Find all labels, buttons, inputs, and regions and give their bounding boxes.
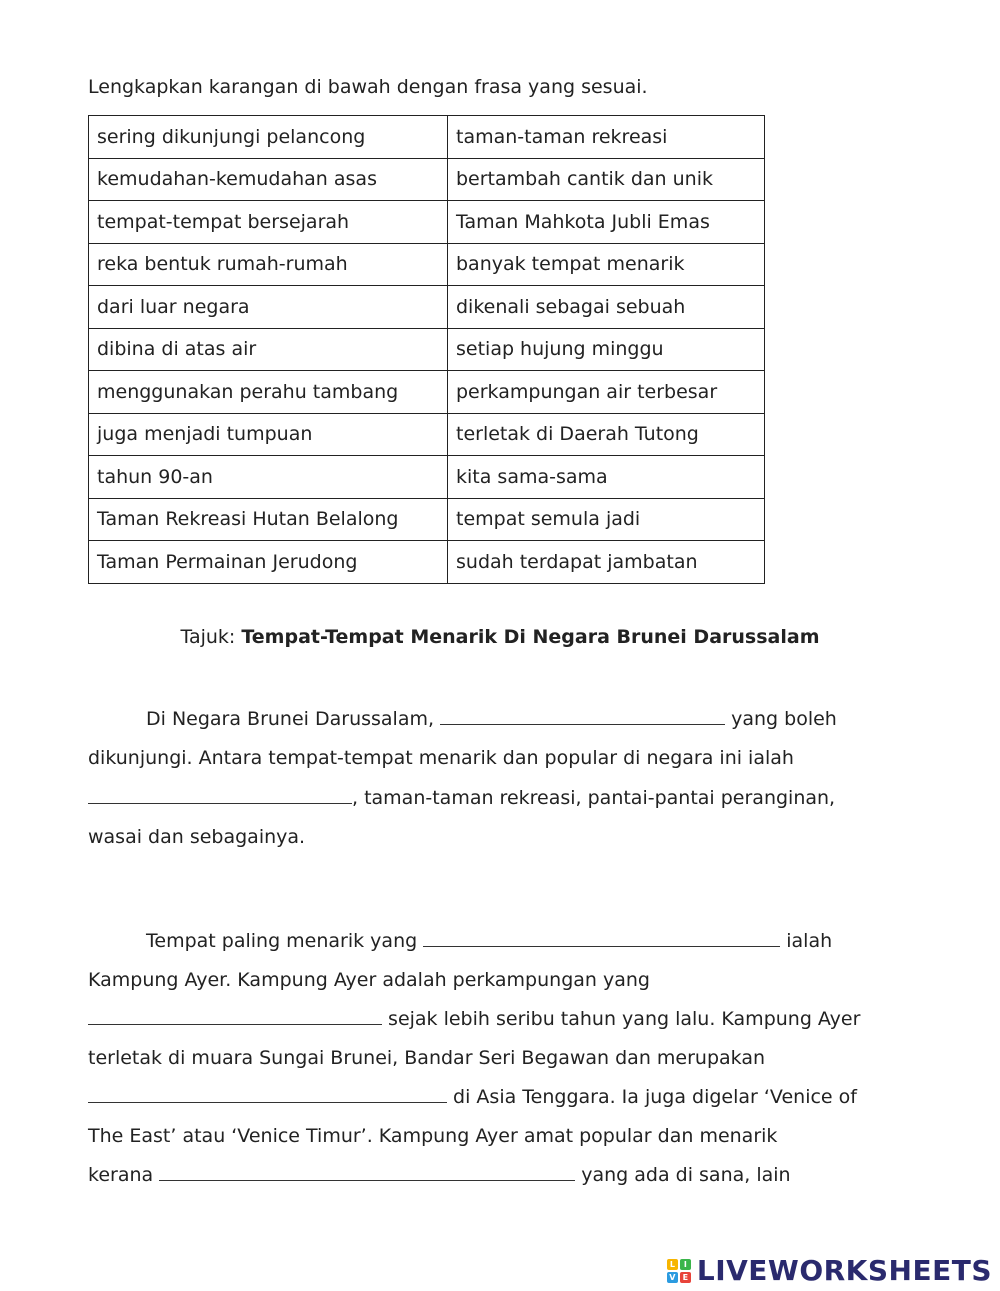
phrase-cell: Taman Permainan Jerudong bbox=[89, 541, 448, 584]
phrase-row bbox=[89, 456, 765, 499]
title-text: Tempat-Tempat Menarik Di Negara Brunei Darussalam bbox=[241, 626, 820, 648]
para2-line5: di Asia Tenggara. Ia juga digelar ‘Venice of bbox=[88, 1086, 857, 1108]
answer-blank-2[interactable] bbox=[88, 802, 352, 804]
phrase-cell: kemudahan-kemudahan asas bbox=[89, 158, 448, 201]
phrase-cell: Taman Rekreasi Hutan Belalong bbox=[89, 498, 448, 541]
phrase-cell: menggunakan perahu tambang bbox=[89, 371, 448, 414]
phrase-row bbox=[89, 541, 765, 584]
answer-blank-3[interactable] bbox=[423, 945, 780, 947]
instruction-text: Lengkapkan karangan di bawah dengan frasa yang sesuai. bbox=[88, 76, 648, 98]
phrase-row bbox=[89, 328, 765, 371]
phrase-cell: tahun 90-an bbox=[89, 456, 448, 499]
phrase-row bbox=[89, 116, 765, 159]
phrase-cell: dibina di atas air bbox=[89, 328, 448, 371]
essay-title bbox=[0, 626, 1000, 648]
phrase-row bbox=[89, 201, 765, 244]
answer-blank-5[interactable] bbox=[88, 1101, 447, 1103]
logo-tile: V bbox=[667, 1272, 678, 1283]
title-prefix: Tajuk: bbox=[180, 626, 242, 648]
logo-mark-icon bbox=[667, 1259, 691, 1283]
phrase-cell: taman-taman rekreasi bbox=[448, 116, 765, 159]
para2-line4: terletak di muara Sungai Brunei, Bandar Seri Begawan dan merupakan bbox=[88, 1047, 766, 1069]
answer-blank-6[interactable] bbox=[159, 1179, 575, 1181]
phrase-row bbox=[89, 371, 765, 414]
para2-line1: Tempat paling menarik yang ialah bbox=[146, 930, 833, 952]
phrase-cell: tempat semula jadi bbox=[448, 498, 765, 541]
para1-line3: , taman-taman rekreasi, pantai-pantai peranginan, bbox=[88, 787, 835, 809]
phrase-cell: bertambah cantik dan unik bbox=[448, 158, 765, 201]
phrase-row bbox=[89, 498, 765, 541]
phrase-cell: tempat-tempat bersejarah bbox=[89, 201, 448, 244]
para1-line4: wasai dan sebagainya. bbox=[88, 826, 306, 848]
answer-blank-1[interactable] bbox=[440, 723, 725, 725]
para2-line7: kerana yang ada di sana, lain bbox=[88, 1164, 791, 1186]
para1-line1: Di Negara Brunei Darussalam, yang boleh bbox=[146, 708, 837, 730]
phrase-row bbox=[89, 286, 765, 329]
phrase-cell: dari luar negara bbox=[89, 286, 448, 329]
para2-line3: sejak lebih seribu tahun yang lalu. Kampung Ayer bbox=[88, 1008, 860, 1030]
phrase-cell: kita sama-sama bbox=[448, 456, 765, 499]
answer-blank-4[interactable] bbox=[88, 1023, 382, 1025]
para1-line2: dikunjungi. Antara tempat-tempat menarik dan popular di negara ini ialah bbox=[88, 747, 794, 769]
phrase-cell: sudah terdapat jambatan bbox=[448, 541, 765, 584]
phrase-row bbox=[89, 413, 765, 456]
phrase-cell: terletak di Daerah Tutong bbox=[448, 413, 765, 456]
logo-text: LIVEWORKSHEETS bbox=[696, 1254, 992, 1287]
phrase-cell: Taman Mahkota Jubli Emas bbox=[448, 201, 765, 244]
phrase-cell: dikenali sebagai sebuah bbox=[448, 286, 765, 329]
phrase-cell: perkampungan air terbesar bbox=[448, 371, 765, 414]
phrase-row bbox=[89, 243, 765, 286]
logo-tile: I bbox=[680, 1259, 691, 1270]
phrase-cell: setiap hujung minggu bbox=[448, 328, 765, 371]
para2-line6: The East’ atau ‘Venice Timur’. Kampung Ayer amat popular dan menarik bbox=[88, 1125, 778, 1147]
phrase-cell: sering dikunjungi pelancong bbox=[89, 116, 448, 159]
phrase-row bbox=[89, 158, 765, 201]
liveworksheets-logo bbox=[667, 1254, 992, 1287]
phrase-cell: juga menjadi tumpuan bbox=[89, 413, 448, 456]
phrase-cell: banyak tempat menarik bbox=[448, 243, 765, 286]
logo-tile: E bbox=[680, 1272, 691, 1283]
para2-line2: Kampung Ayer. Kampung Ayer adalah perkampungan yang bbox=[88, 969, 650, 991]
phrase-cell: reka bentuk rumah-rumah bbox=[89, 243, 448, 286]
logo-tile: L bbox=[667, 1259, 678, 1270]
phrase-table bbox=[88, 115, 765, 584]
